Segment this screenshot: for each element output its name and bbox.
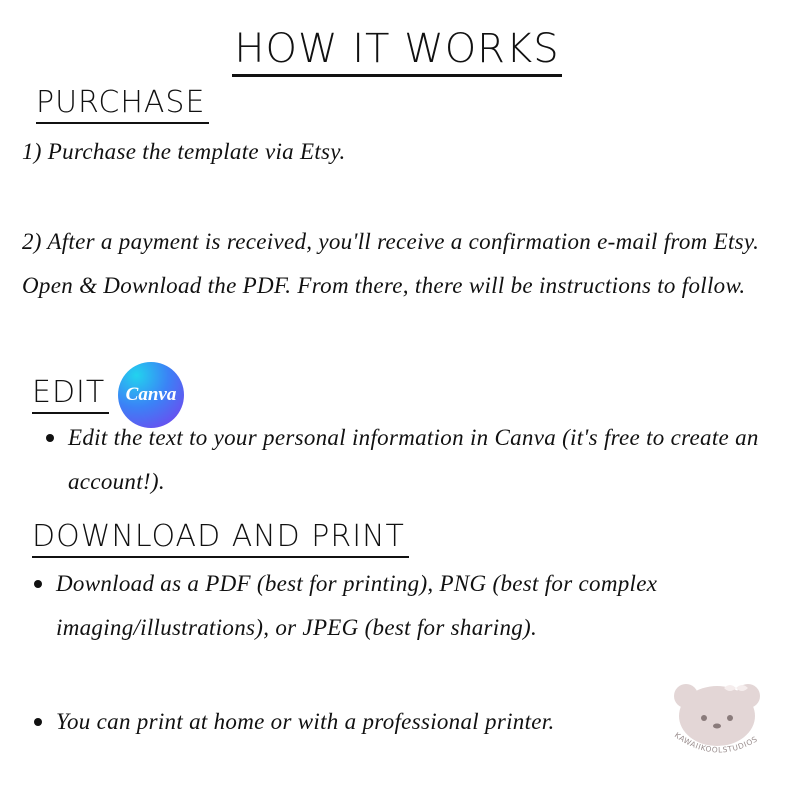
download-heading: DOWNLOAD AND PRINT [32, 518, 409, 558]
edit-bullet [38, 416, 778, 504]
purchase-heading: PURCHASE [36, 84, 209, 124]
teddy-bear-icon [664, 676, 770, 766]
canva-logo-text: Canva [125, 384, 177, 405]
bullet-dot-icon [34, 580, 42, 588]
edit-heading: EDIT [32, 374, 109, 414]
purchase-step-2: 2) After a payment is received, you'll receive a confirmation e-mail from Etsy. Open & Download the PDF. From there, there will be instructions to follow. [22, 229, 760, 298]
edit-bullet-text: Edit the text to your personal information in Canva (it's free to create an account!). [68, 425, 759, 494]
purchase-step-1: 1) Purchase the template via Etsy. [22, 139, 346, 164]
watermark-text: KAWAIIKOOLSTUDIOS [672, 730, 760, 755]
page-title [0, 22, 794, 76]
download-bullet-1 [26, 562, 766, 650]
download-bullet-1-text: Download as a PDF (best for printing), PNG (best for complex imaging/illustrations), or JPEG (best for sharing). [56, 571, 658, 640]
download-bullet-2 [26, 700, 766, 744]
page-title-text: HOW IT WORKS [232, 26, 561, 77]
bullet-dot-icon [46, 434, 54, 442]
download-bullet-2-text: You can print at home or with a professional printer. [56, 709, 555, 734]
bullet-dot-icon [34, 718, 42, 726]
